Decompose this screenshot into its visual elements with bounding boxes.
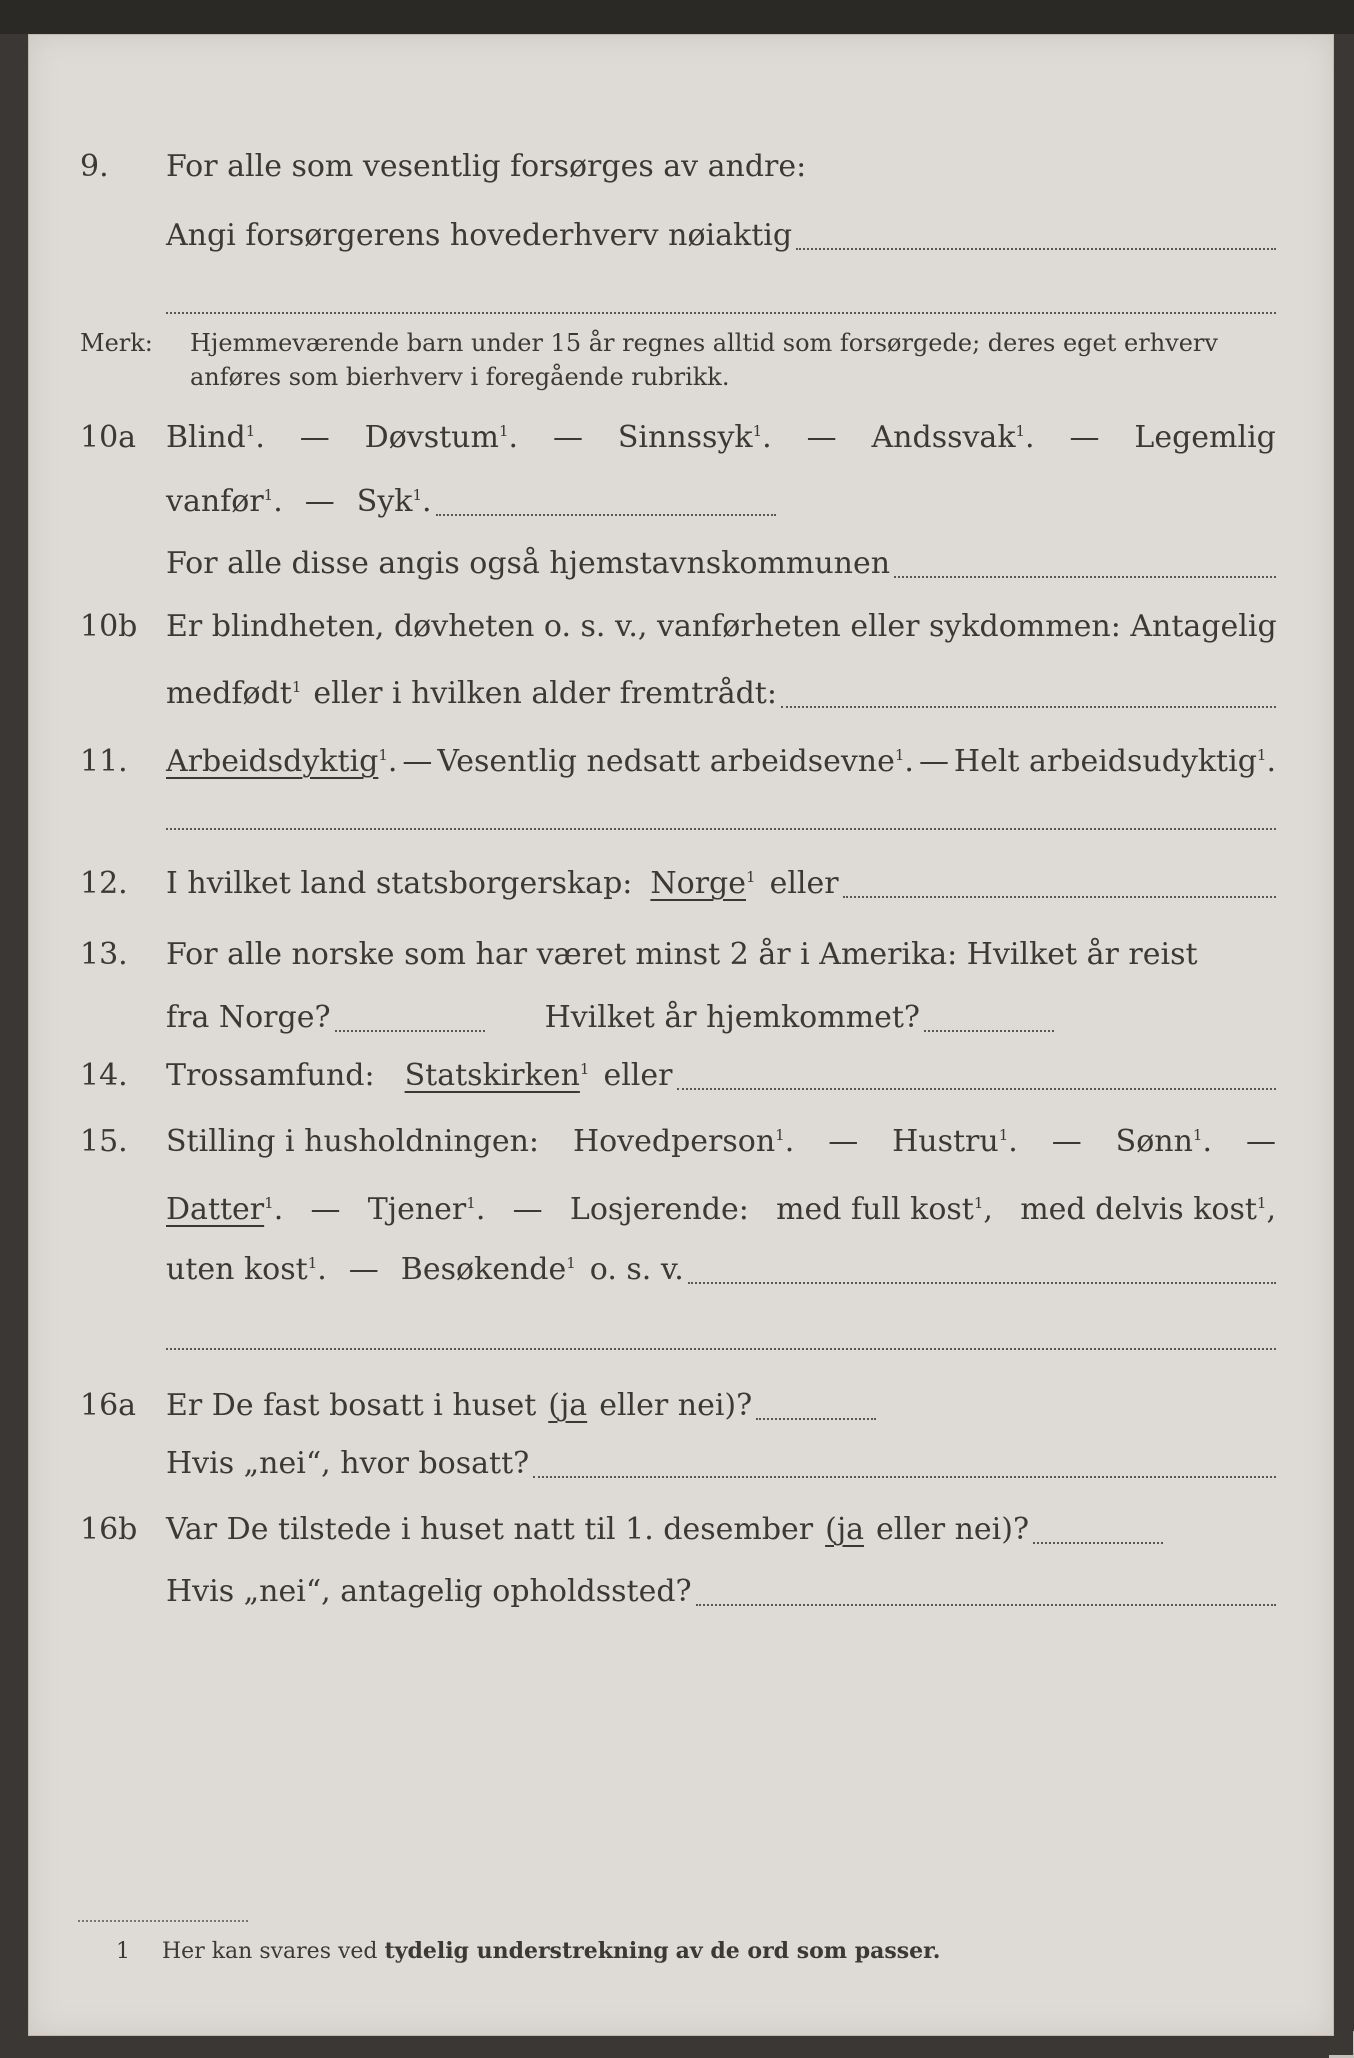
q9-number: 9.	[80, 149, 109, 184]
q10b-answer-field[interactable]	[781, 704, 1276, 708]
q13-fra-norge: fra Norge?	[166, 1000, 331, 1035]
q15-sonn[interactable]: Sønn$^1$.	[1115, 1124, 1213, 1159]
q14-line	[0, 1054, 1354, 1098]
q14-text: Trossamfund:	[166, 1058, 375, 1093]
q11-answer-line[interactable]	[166, 828, 1276, 830]
q11-arbeidsdyktig[interactable]: Arbeidsdyktig$^1$.	[166, 744, 398, 779]
q15-dash2: —	[1051, 1124, 1082, 1159]
q12-text: I hvilket land statsborgerskap:	[166, 866, 633, 901]
q16b-eller-nei: eller nei)?	[876, 1512, 1030, 1547]
merk-label: Merk:	[80, 329, 153, 357]
q9-answer-field[interactable]	[796, 246, 1276, 250]
page-corner-mark	[1329, 2031, 1354, 2058]
q15-answer-field[interactable]	[688, 1280, 1276, 1284]
q16a-answer-field[interactable]	[756, 1416, 876, 1420]
q10a-syk-field[interactable]	[436, 512, 776, 516]
q15-osv: o. s. v.	[589, 1252, 684, 1287]
q13-reist-field[interactable]	[335, 1028, 485, 1032]
q16b-ja[interactable]: (ja	[825, 1512, 865, 1547]
q13-text1: For alle norske som har været minst 2 år i Amerika: Hvilket år reist	[166, 937, 1198, 972]
q12-eller: eller	[769, 866, 839, 901]
q15-besokende[interactable]: Besøkende$^1$	[400, 1252, 576, 1287]
q10a-dash4: —	[1069, 420, 1100, 455]
q10b-line1	[0, 605, 1354, 649]
q13-line2	[0, 996, 1354, 1040]
q16a-line1	[0, 1384, 1354, 1428]
q10a-dash2: —	[552, 420, 583, 455]
footnote-text-bold: tydelig understrekning	[384, 1938, 669, 1964]
footnote-text-pre: Her kan svares ved	[162, 1939, 378, 1964]
footnote	[116, 1936, 940, 1967]
q10a-dash1: —	[299, 420, 330, 455]
q15-number: 15.	[80, 1124, 128, 1159]
q16a-ja[interactable]: (ja	[548, 1388, 588, 1423]
q15-tjener[interactable]: Tjener$^1$.	[367, 1192, 486, 1227]
q10b-text2: eller i hvilken alder fremtrådt:	[313, 676, 777, 711]
q15-hustru[interactable]: Hustru$^1$.	[892, 1124, 1018, 1159]
q15-delvis-kost[interactable]: med delvis kost$^1$,	[1020, 1192, 1276, 1227]
q10a-legemlig[interactable]: Legemlig	[1134, 420, 1276, 455]
q16a-line2	[0, 1442, 1354, 1486]
footnote-text-post: av de ord som passer.	[675, 1938, 941, 1964]
q16a-bosatt-field[interactable]	[533, 1474, 1276, 1478]
q10a-dash5: —	[304, 484, 335, 519]
q10a-hjemstavn-question: For alle disse angis også hjemstavnskommunen	[166, 546, 891, 581]
q16b-question: Var De tilstede i huset natt til 1. desember	[166, 1512, 814, 1547]
q14-answer-field[interactable]	[677, 1086, 1277, 1090]
footnote-rule	[78, 1920, 248, 1922]
q15-dash4: —	[310, 1192, 341, 1227]
scan-top-edge	[0, 0, 1354, 34]
q16b-number: 16b	[80, 1512, 138, 1547]
footnote-mark: 1	[116, 1939, 130, 1964]
q12-line	[0, 862, 1354, 906]
q10a-andssvak[interactable]: Andssvak$^1$.	[871, 420, 1035, 455]
q11-nedsatt[interactable]: Vesentlig nedsatt arbeidsevne$^1$.	[437, 744, 914, 779]
q10b-line2	[0, 672, 1354, 716]
q10a-number: 10a	[80, 420, 137, 455]
q12-answer-field[interactable]	[843, 894, 1276, 898]
q15-losjerende: Losjerende:	[569, 1192, 749, 1227]
q16a-eller-nei: eller nei)?	[599, 1388, 753, 1423]
q15-dash3: —	[1245, 1124, 1276, 1159]
q13-hjemkommet-field[interactable]	[924, 1028, 1054, 1032]
q16b-line2	[0, 1570, 1354, 1614]
q15-dash6: —	[348, 1252, 379, 1287]
q14-eller: eller	[603, 1058, 673, 1093]
q10b-number: 10b	[80, 609, 138, 644]
q16b-opholdssted-field[interactable]	[696, 1602, 1276, 1606]
q10a-blind[interactable]: Blind$^1$.	[166, 420, 265, 455]
q10a-hjemstavn-field[interactable]	[894, 574, 1276, 578]
q11-number: 11.	[80, 744, 128, 779]
q16a-question: Er De fast bosatt i huset	[166, 1388, 537, 1423]
q16b-hvis-nei: Hvis „nei“, antagelig opholdssted?	[166, 1574, 692, 1609]
q10b-medfodt[interactable]: medfødt$^1$	[166, 676, 302, 711]
q13-line1	[0, 933, 1354, 977]
q15-text: Stilling i husholdningen:	[166, 1124, 540, 1159]
q9-line1	[0, 145, 1354, 189]
q9-answer-line2[interactable]	[166, 312, 1276, 314]
q9-line2	[0, 214, 1354, 258]
q10a-dash3: —	[806, 420, 837, 455]
q11-dash1: —	[402, 744, 433, 779]
q16b-line1	[0, 1508, 1354, 1552]
q10a-sinnssyk[interactable]: Sinnssyk$^1$.	[617, 420, 772, 455]
merk-text1: Hjemmeværende barn under 15 år regnes alltid som forsørgede; deres eget erhverv	[190, 329, 1218, 357]
q10a-vanfor[interactable]: vanfør$^1$.	[166, 484, 283, 519]
q10a-line1	[0, 416, 1354, 460]
q11-dash2: —	[918, 744, 949, 779]
q12-number: 12.	[80, 866, 128, 901]
q10a-syk[interactable]: Syk$^1$.	[356, 484, 432, 519]
q10a-line2	[0, 480, 1354, 524]
q12-norge[interactable]: Norge$^1$	[650, 866, 756, 901]
merk-text2: anføres som bierhverv i foregående rubrikk.	[190, 363, 730, 391]
q14-statskirken[interactable]: Statskirken$^1$	[404, 1058, 590, 1093]
q15-answer-line2[interactable]	[166, 1348, 1276, 1350]
q15-full-kost[interactable]: med full kost$^1$,	[776, 1192, 993, 1227]
q13-hjemkommet: Hvilket år hjemkommet?	[544, 1000, 921, 1035]
q15-dash5: —	[512, 1192, 543, 1227]
q13-number: 13.	[80, 937, 128, 972]
q10b-text1: Er blindheten, døvheten o. s. v., vanførheten eller sykdommen: Antagelig	[166, 609, 1277, 644]
q15-line1	[0, 1120, 1354, 1164]
q11-udyktig[interactable]: Helt arbeidsudyktig$^1$.	[953, 744, 1276, 779]
q15-uten-kost[interactable]: uten kost$^1$.	[166, 1252, 327, 1287]
q9-question: Angi forsørgerens hovederhverv nøiaktig	[166, 218, 793, 253]
q14-number: 14.	[80, 1058, 128, 1093]
q10a-line3	[0, 542, 1354, 586]
q9-text: For alle som vesentlig forsørges av andre:	[166, 149, 807, 184]
merk-line2	[0, 360, 1354, 404]
q15-line2	[0, 1188, 1354, 1232]
q11-line1	[0, 740, 1354, 784]
q15-hovedperson[interactable]: Hovedperson$^1$.	[572, 1124, 795, 1159]
q16b-answer-field[interactable]	[1033, 1540, 1163, 1544]
q15-dash1: —	[828, 1124, 859, 1159]
q15-datter[interactable]: Datter$^1$.	[166, 1192, 284, 1227]
q16a-hvis-nei: Hvis „nei“, hvor bosatt?	[166, 1446, 530, 1481]
q10a-dovstum[interactable]: Døvstum$^1$.	[364, 420, 519, 455]
q16a-number: 16a	[80, 1388, 137, 1423]
q15-line3	[0, 1248, 1354, 1292]
